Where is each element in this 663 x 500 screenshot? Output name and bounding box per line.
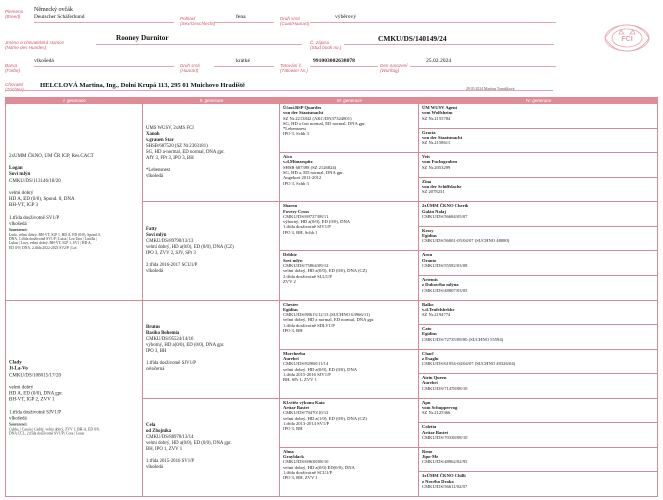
ancestor-cell [419,276,658,301]
ancestor-name: Galán Nalaj [422,208,446,214]
ancestor-detail: SZ Nr.2213842 (AKC/DN37324801) [283,115,352,121]
ancestor-detail: *Lebensnest [283,126,306,132]
ancestor-name: von der Staatsmacht [283,110,324,116]
ancestor-detail: vlkošedá [9,221,27,227]
ancestor-detail: výborný, HD a(0/0), ED (0/0), DNA gpr. [146,343,225,349]
ancestor-name: Kl.vítěz výkonu Kato [283,399,325,405]
ancestor-cell [419,325,658,350]
studbook-value: CMKU/DS/140149/24 [378,34,447,43]
ancestor-name: Morcheeba [283,350,306,356]
ancestor-detail: SZ Nr.2194774 [422,312,451,318]
ancestor-detail: BH, IPO 1, ZVV 1 [146,447,183,453]
ancestor-detail: velmi dobrý, HD a(0/0), ED (0/0), DNA (CZ) [283,268,367,274]
ancestor-cell [419,129,658,154]
ancestor-name: Aica [283,154,292,160]
ancestor-name: Airin Queen [422,375,447,381]
ancestor-detail: výborný, HD a(0/0), ED (0/0), DNA [283,219,351,225]
ancestor-name: Sovi mlýn [9,172,31,178]
ancestor-detail: IPO 3, BH, Schh 1 [283,229,318,235]
ancestor-detail: IPO 3, Schh 3 [283,180,309,186]
ancestor-detail: 1.třída 2015-2016 SV1/P [146,459,195,465]
ancestor-detail: Angekort 2011-2012 [283,175,322,181]
ancestor-cell [6,301,143,498]
ancestor-name: Arttar Bastet [283,405,310,411]
ancestor-name: Aron [422,252,433,258]
ancestor-name: Alma [283,448,294,454]
ancestor-name: vom Schuppervog [422,405,458,411]
siblings-note: Sourozenci: [9,227,28,232]
ancestor-cell [419,472,658,497]
siblings-note: Lukas | Lucy, velmi dobrý, BH-VT, IGP 1, SV1 | HD A, [9,241,92,246]
ancestor-name: v.d.Münzespitz [283,159,313,165]
ancestor-detail: velmi dobrý [9,190,34,196]
ancestor-name: Basiba Bohemia [146,331,180,337]
ancestor-name: ÚM WUSV Agent [422,105,458,110]
ancestor-cell [280,104,419,153]
ancestor-detail: CMKU/DS/56684/05/07 [422,213,468,219]
ancestor-detail: BH-VT, IGP 3 [9,203,39,209]
ancestor-detail: CMKU/DS/56611/02/07 [422,484,468,490]
ancestor-detail: 1.třída dosživotně SCU1/P [283,470,333,476]
ancestor-cell [419,202,658,227]
ancestor-cell [280,301,419,350]
ancestor-detail: vlkošedá [9,416,27,422]
ancestor-cell [280,202,419,251]
ancestor-detail: SZ 2078231 [422,189,445,195]
ancestor-name: Ji-La-Vo [9,366,28,372]
ancestor-cell [419,227,658,252]
ancestor-name: v.d.Teufelsbekhe [422,306,455,312]
ancestor-detail: 1.třída dosživotně SDLV1/P [283,322,335,328]
ancestor-detail: HD A, ED (0/0), DNA gpr. [9,391,63,397]
ancestor-name: Chester [283,301,299,307]
ancestor-name: Sharon [283,203,298,209]
ancestor-name: Zina [422,178,432,184]
ancestor-detail: velmi dobrý [9,385,34,391]
breed-label: Plemeno (Breed) [5,9,24,20]
ancestor-cell [280,350,419,399]
ancestor-cell [419,104,658,129]
ancestor-detail: CMKU/DS/113146/18/20 [9,178,61,184]
ancestor-detail: vlkošedá [146,465,164,471]
ancestor-detail: IPO 3, ZVV 2, SJV, SPr 3 [146,250,196,256]
ancestor-detail: CMKU/DS/61954-04/04/07 (SUCHNO 49326/04) [422,361,516,367]
ancestor-detail: velmi dobrý, HD a(0/0) ED(0/0), DNA [283,464,355,470]
ancestor-cell [280,399,419,448]
siblings-note: Ludo, velmi dobrý; BH-VT, IGP 1, HD A, ED (0/0), Spond. 0, [9,232,102,237]
ancestor-detail: CMKU/DS/70338/08/10 [422,434,468,440]
ancestor-detail: 1.třída dosživotně SJV1/P [9,410,62,416]
ancestor-detail: 2.třída 2016-2017 SCU1/P [146,262,198,268]
ancestor-detail: SZ Nr.2158611 [422,140,451,146]
ancestor-name: Charl [422,350,434,356]
ancestor-detail: CMKU/DS/95524/14/16 [146,337,194,343]
ancestor-detail: velmi dobrý, HD a normal, ED normal, DNA gpr. [283,317,375,323]
ancestor-detail: CMKU/DS/48807/03/05 [422,287,468,293]
ancestor-detail: SG, HD a, ED normal, DNA gpr. [283,170,344,176]
ancestor-name: Fatty [146,226,157,232]
ancestor-name: Kessy [422,227,434,233]
studbook-label: Č. zápisu (Stud book no.) [310,40,342,51]
ancestor-cell [143,399,280,497]
ancestor-name: Účast.BSP Quardes [283,105,322,110]
ancestor-name: z Esaglu [422,355,439,361]
ancestor-detail: CMKU/DS/69727/08/11 [283,213,329,219]
sex-label: Pohlaví (Sex/Geschlecht) [180,16,216,27]
color-label: Barva (Farbe) [5,63,21,74]
svg-text:FCI: FCI [621,36,633,43]
ancestor-detail: CMKU/DS/88978/13/14 [146,435,194,441]
ancestor-name: Balko [422,301,434,307]
ancestor-detail: CMKU/DS/71478/08/10 [422,385,468,391]
ancestor-name: Xanoh [146,131,160,137]
ancestor-cell [419,399,658,424]
ancestor-detail: CMKU/DS/72735/09/00 (SUCHNO 55594) [422,336,504,342]
ancestor-cell [6,104,143,301]
ancestor-cell [143,104,280,202]
dog-name: Rooney Durnitor [116,34,169,42]
siblings-note: DNA CCL, 2.třída dosživotně SV1/P | Cora | Cesar [9,431,85,436]
ancestor-name: Fovery Cross [283,208,310,214]
ancestor-detail: 2.třída dosživotně SLU1/P [283,273,332,279]
ancestor-detail: IPO 3, Schh 3 [283,131,309,137]
generation-header-3: III. generace [280,98,419,104]
ancestor-name: Clady [9,360,22,366]
generation-header-2: II. generace [143,98,280,104]
ancestor-detail: IPO 3, BH [146,349,167,355]
coat-value: výběrový [335,14,357,20]
ancestor-detail: 2xUMM ČKNO, UM ČR IGP, Res.CACT [9,153,94,159]
ancestor-name: Coletta [422,424,437,430]
ancestor-detail: CMKU/DS/89790/13/13 [146,238,194,244]
ancestor-cell [280,448,419,497]
microchip-value: 991003002638078 [313,58,355,64]
ancestor-name: 3xÚMM ČKNO Chilli [422,473,466,479]
ancestor-detail: UMS WUSV, 2xMS FCI [146,125,194,131]
owner-value: HELCLOVÁ Martina, Ing., Dolní Krupá 113, 295 01 Mnichovo Hradiště [40,82,245,89]
ancestor-name: vom Fuchsgraben [422,159,458,165]
ancestor-name: Grayblack [283,454,304,460]
ancestor-name: Logan [9,165,23,171]
hair-value: krátké [236,58,250,64]
ancestor-name: Egidius [283,306,298,312]
ancestor-cell [419,374,658,399]
generation-header-4: IV. generace [419,98,658,104]
microchip-label: Tetování č. (Tätowier Nr.) [280,63,308,74]
ancestor-name: Gracia [422,129,436,135]
ancestor-detail: SHSB 687398 (SZ 2126824) [283,164,337,170]
ancestor-detail: velmi dobrý, HD a(0/0), ED (0/0), DNA gpr. [146,441,232,447]
ancestor-detail: SG, HD a fast normal, ED normal, DNA gpr. [283,120,366,126]
ancestor-detail: velmi dobrý, HD a(0/0), ED (0/0), DNA [283,366,358,372]
ancestor-detail: SZ Nr.2125366 [422,410,451,416]
ancestor-detail: CMKU/DS/79470/10/12 [283,410,329,416]
ancestor-detail: vlkošedá [146,268,164,274]
generation-header-1: I. generace [6,98,143,104]
birth-value: 25.02.2024 [426,58,452,64]
ancestor-detail: CMKU/DS/75864/09/12 [283,262,329,268]
hair-label: Druh srsti (Haarart) [180,63,200,74]
ancestor-name: Egidius [422,331,437,337]
ancestor-name: von der Schiffslache [422,183,462,189]
ancestor-name: Oranto [422,257,437,263]
ancestor-cell [280,153,419,202]
fci-logo-icon [599,21,655,55]
ancestor-name: Arttar Bastet [422,429,449,435]
ancestor-detail: velmi dobrý, HD a(1/0), ED (0/0), DNA (CZ) [283,415,367,421]
birth-label: Den narození (Wurftag) [380,63,408,74]
siblings-note: Cubbs, | Cassia | Caddy, velmi dobrý, ZVV 1, BH-A, ED 0/0, [9,427,100,432]
siblings-note: DNA, 1.třída dosživotně SV1/P | Luisa | Lea Taro | Lucilla | [9,236,97,241]
ancestor-cell [419,448,658,473]
ancestor-detail: BH, SPr 1, ZVV 1 [283,377,317,383]
sex-value: fena [236,14,246,20]
ancestor-detail: 1.třída dosživotně SJV1/P [146,361,196,367]
ancestor-detail: BH-VT, IGP 2, ZVV 1 [9,397,55,403]
ancestor-detail: CMKU/DS/82968/11/14 [283,361,329,367]
ancestor-name: Artemis [422,276,438,282]
owner-label: Chovatel (Züchter) [5,82,24,93]
ancestor-cell [419,153,658,178]
ancestor-detail: CMKU/DS/56001-05/04/07 (SUCHNO 48080) [422,238,510,244]
ancestor-detail: celočerná [146,367,165,373]
ancestor-cell [419,423,658,448]
siblings-note: Sourozenci: [9,422,28,427]
ancestor-detail: ZVV 2 [283,278,296,284]
ancestor-name: Veit [422,154,430,160]
ancestor-name: von der Staatsmacht [422,134,463,140]
ancestor-detail: CMKU/DS/69638/08/10 [283,459,329,465]
ancestor-name: Apu [422,399,431,405]
siblings-note: ED 0/0 | DNA, 2.třída 2022-2023 SV2/P | Lot [9,245,77,250]
ancestor-name: v.grauen Star [146,137,174,143]
ancestor-name: Aurebri [422,380,438,386]
ancestor-detail: vlkošedá [146,173,164,179]
ancestor-name: z Nového Draka [422,478,454,484]
ancestor-name: Cato [422,326,432,332]
breed-name-cz: Německý ovčák [34,7,73,13]
ancestor-name: Egidius [422,233,437,239]
ancestor-name: Jipo-Me [422,454,439,460]
ancestor-cell [419,178,658,203]
ancestor-detail: IPO 3, BH, ZVV 1 [283,475,318,481]
breed-name-de: Deutscher Schäferhund [34,14,85,20]
ancestor-name: od Zbojníka [146,429,172,435]
ancestor-detail: CMKU/DS/55582/03/08 [422,262,468,268]
ancestor-detail: 1.třída dosživotně SV1/P [9,215,60,221]
ancestor-detail: CMKU/DS/88613/12/13 (SUCHNO 63966/11) [283,312,370,318]
ancestor-cell [143,301,280,399]
ancestor-detail: IPO 3, BH [283,327,303,333]
ancestor-detail: SHSB/687520 (SZ Nr.2303181) [146,143,208,149]
ancestor-name: Aurebri [283,355,299,361]
pedigree-table [5,97,658,497]
ancestor-detail: *Lebensnest [146,167,170,173]
ancestor-detail: 1.třída dosživotně SJV1/P [283,224,331,230]
ancestor-name: vom Wolfsheim [422,110,453,116]
ancestor-name: Debbie [283,252,297,258]
ancestor-cell [280,251,419,300]
ancestor-name: Brutus [146,325,161,331]
ancestor-cell [419,251,658,276]
ancestor-cell [419,350,658,375]
ancestor-name: Cela [146,423,156,429]
ancestor-detail: SG, HD a-normal, ED normal, DNA gpr. [146,149,225,155]
ancestor-detail: SZ Nr.2053299 [422,164,451,170]
ancestor-name: z Dubového mlýna [422,282,459,288]
dog-name-label: Jméno a chovatelská stanice (Name des Hundes) [5,40,64,51]
ancestor-cell [143,202,280,300]
ancestor-detail: IPO 3, BH [283,426,303,432]
ancestor-detail: velmi dobrý, HD a(0/0), ED (0/0), DNA (CZ) [146,244,234,250]
ancestor-detail: 1.třída 2015-2016 SJV1/P [283,371,331,377]
ancestor-detail: AfY 3, FPr 3, IPO 3, BH [146,155,194,161]
ancestor-detail: HD A, ED (0/0), Spond. 0, DNA [9,196,75,202]
ancestor-name: Sovi mlýn [146,232,167,238]
color-value: vlkošedá [34,58,54,64]
owner-note: 28.05.2024 Martina Tomášková [466,87,515,91]
ancestor-name: Reno [422,448,433,454]
ancestor-name: Sovi mlýn [283,257,303,263]
coat-label: Druh srsti (Coat/Haarart) [280,16,310,27]
ancestor-detail: CMKU/DS/108015/17/20 [9,373,61,379]
ancestor-detail: SZ Nr.2155784 [422,115,451,121]
ancestor-name: 2xÚMM ČKNO Cherik [422,203,469,209]
ancestor-detail: CMKU/DS/48962/02/95 [422,459,468,465]
ancestor-cell [419,301,658,326]
ancestor-detail: 1.třída 2013-2014 SV1/P [283,420,330,426]
